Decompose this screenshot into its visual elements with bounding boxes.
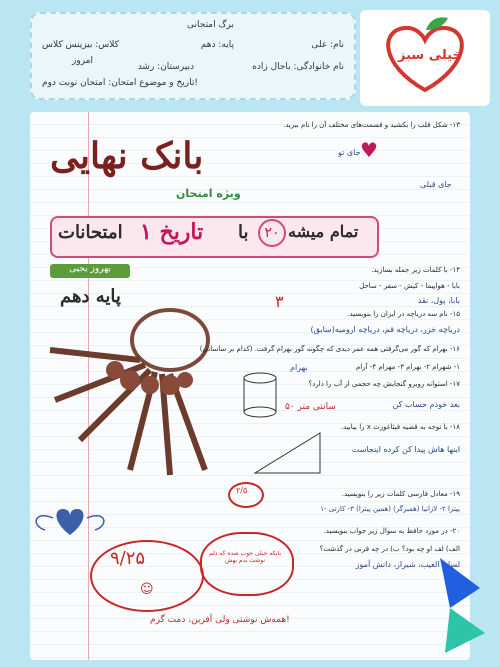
answer-19: ۱- پیتزا ۲- لازانیا (همبرگر) (همین پیتزا) ۳- کارتی (320, 505, 460, 513)
banner-subject: تاریخ ۱ (140, 219, 204, 245)
question-19: ۱۹- معادل فارسی کلمات زیر را بنویسید. (341, 490, 460, 498)
score-circle (90, 540, 204, 612)
answer-17: ۵۰ سانتی متر (285, 402, 336, 412)
answer-13-top: جای تو (338, 148, 361, 157)
answer-20: لسان الغیب، شیراز، دانش آموز (355, 560, 460, 569)
cylinder-figure (240, 370, 280, 420)
student-name: نام: علی (311, 40, 344, 50)
question-16: ۱۶- بهرام که گور می‌گرفتی همه عمر دیدی که چگونه گور بهرام گرفت. (کدام بر ساسانی) (199, 345, 460, 353)
title-subtitle: ویژه امتحان (176, 187, 241, 200)
winged-heart-doodle (25, 490, 115, 550)
main-title: بانک نهایی (50, 135, 204, 177)
answer-15: دریاچه خزر، دریاچه قم، دریاچه ارومیه(سابق) (310, 325, 460, 334)
heart-arrow-icon: ♥ (360, 138, 378, 162)
student-class: کلاس: بیزینس کلاس (42, 40, 119, 50)
banner-right: تمام میشه (288, 222, 359, 241)
footer-note: همه‌ش نوشتی ولی آفرین، دمت گرم! (150, 615, 290, 625)
bubble-note: بابکه خیلی خوب شده که دلم نوشت بدم بهش (208, 550, 282, 564)
brand-logo (360, 10, 490, 106)
author-tag: بهروز یحیی (50, 264, 130, 278)
triangle-figure (250, 428, 330, 483)
question-20-parts: الف) لف او چه بود؟ ب) در چه قرنی در گذشت؟ (319, 545, 460, 553)
question-13: ۱۳- شکل قلب را بکشید و قسمت‌های مختلف آن را نام ببرید. (282, 121, 460, 129)
score-big: ۹/۲۵ (110, 548, 146, 569)
key-ring (132, 310, 208, 370)
question-14-words: بابا - هواپیما - کیش - سفر - ساحل (359, 282, 460, 290)
exam-header-card (30, 12, 356, 100)
question-16-options: ۱- شهرام ۲- بهرام ۳- مهرام ۴- آرام (355, 363, 460, 371)
note-bubble (200, 532, 294, 596)
question-14: ۱۴- با کلمات زیر جمله بسازید. (371, 266, 460, 274)
grade-title: پایه دهم (60, 286, 121, 307)
score-side: ۳ (275, 292, 284, 311)
school-name: دبیرستان: رشد (137, 62, 194, 72)
answer-13-bottom: جای قبلی (420, 180, 452, 189)
student-family-name: نام خانوادگی: باحال زاده (252, 62, 344, 72)
watermark-logo-icon (430, 548, 490, 658)
answer-14: بابا، پول، نقد (417, 296, 460, 305)
banner-number: ۲۰ (258, 219, 286, 247)
question-20: ۲۰- در مورد حافظ به سوال زیر جواب بنویسید. (323, 527, 460, 535)
answer-19-score: ۲/۵ (236, 486, 248, 495)
question-18: ۱۸- با توجه به قضیه فیثاغورث x را بیابید. (340, 423, 460, 431)
exam-date: امروز (72, 56, 93, 66)
answer-16: بهرام (290, 363, 308, 372)
answer-sheet-label: برگ امتحانی (187, 20, 234, 30)
smiley-icon: ☺ (140, 582, 154, 597)
question-17: ۱۷- استوانه روبرو گنجایش چه حجمی از آب را دارد؟ (308, 380, 460, 388)
answer-18: اینها هاش پیدا کن کرده اینجاست (351, 445, 460, 454)
exam-title: تاریخ و موضوع امتحان: امتحان نوبت دوم! (42, 78, 199, 88)
keys-illustration (20, 300, 220, 490)
student-grade: پایه: دهم (200, 40, 234, 50)
question-15: ۱۵- نام سه دریاچه در ایران را بنویسید. (347, 310, 460, 318)
logo-text: خیلی سبز (398, 48, 462, 63)
banner-ba: با (238, 222, 249, 243)
answer-17-line2: بعد خودم حساب کن (392, 400, 460, 409)
banner-left: امتحانات (58, 222, 123, 243)
